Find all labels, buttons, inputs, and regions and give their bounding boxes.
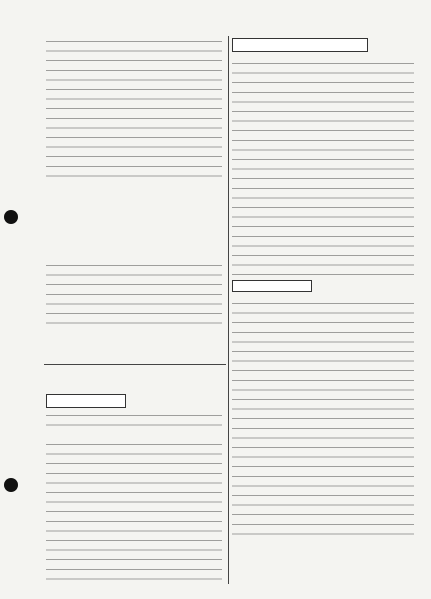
right-body-block	[232, 56, 414, 276]
left-body-block	[46, 258, 222, 324]
column-divider	[228, 36, 229, 584]
binder-hole-top	[4, 210, 18, 224]
binder-hole-bottom	[4, 478, 18, 492]
department-rule-top	[44, 364, 226, 365]
department-body-block-2	[46, 437, 222, 582]
department-body-block	[46, 408, 222, 428]
department-subtitle	[46, 394, 126, 408]
left-intro-block	[46, 34, 222, 184]
right-title-banner	[232, 38, 368, 52]
right-subhead-banner	[232, 280, 312, 292]
right-body2-block	[232, 296, 414, 542]
